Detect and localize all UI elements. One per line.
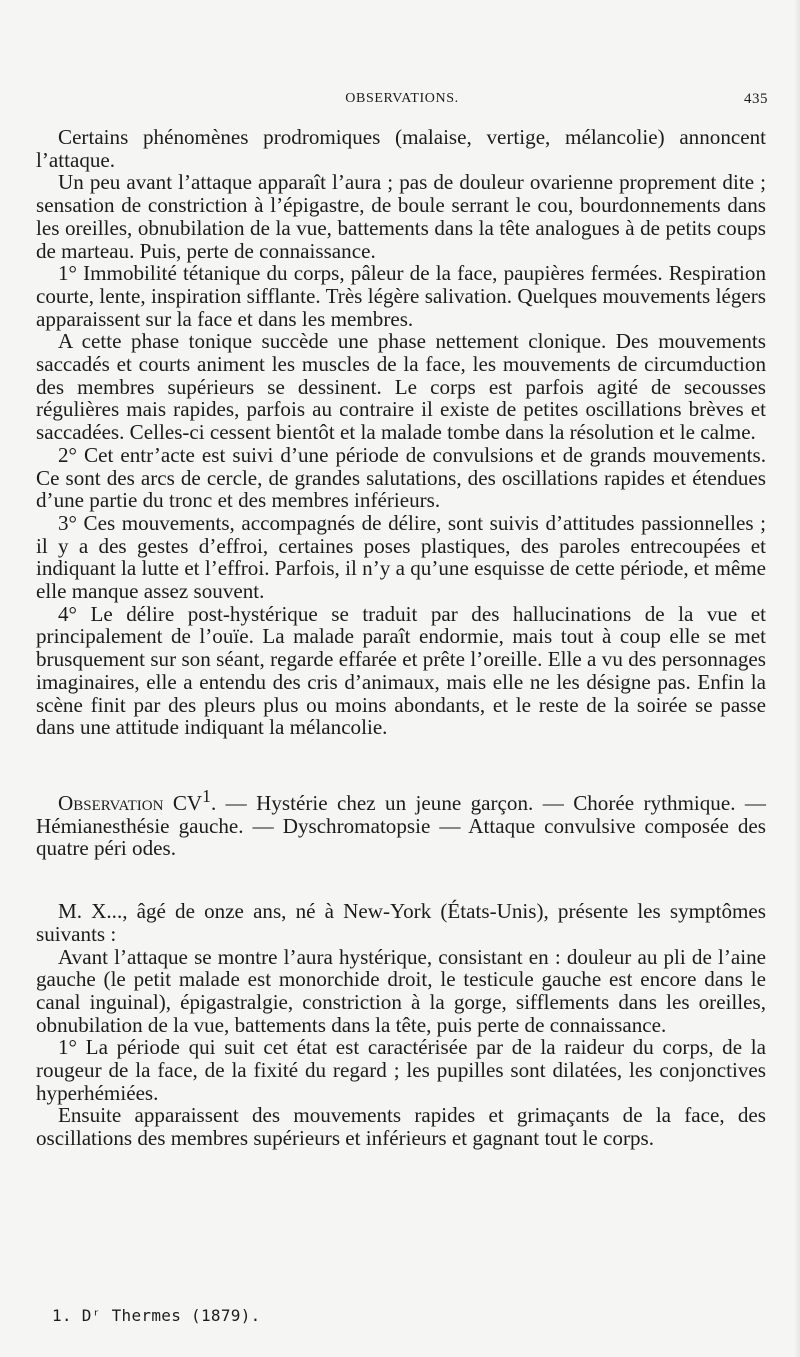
paragraph-phase-2: 2° Cet entr’acte est suivi d’une période de convulsions et de grands mouvements. Ce sont des arcs de cercle, de grandes salutations, des oscillations rapides et étendues d’une partie du tronc et des membres inférieurs. bbox=[36, 442, 766, 513]
paragraph-aura: Un peu avant l’attaque apparaît l’aura ; pas de douleur ovarienne proprement dite ; sensation de constriction à l’épigastre, de boule serrant le cou, bourdonnements dans les oreilles, obnubilation de la vue, battements dans la tête analogues à de petits coups de marteau. Puis, perte de connaissance. bbox=[36, 170, 766, 263]
section-gap-2 bbox=[36, 860, 766, 900]
body-text bbox=[36, 126, 766, 1150]
paragraph-prodromes: Certains phénomènes prodromiques (malaise, vertige, mélancolie) annoncent l’attaque. bbox=[36, 125, 766, 172]
paragraph-phase-3: 3° Ces mouvements, accompagnés de délire, sont suivis d’attitudes passionnelles ; il y a des gestes d’effroi, certaines poses plastiques, des paroles entrecoupées et indiquant la lutte et l’effroi. Parfois, il n’y a qu’une esquisse de cette période, et même elle manque assez souvent. bbox=[36, 510, 766, 604]
paragraph-period-1: 1° La période qui suit cet état est caractérisée par de la raideur du corps, de la rougeur de la face, de la fixité du regard ; les pupilles sont dilatées, les conjonctives hyperhémiées. bbox=[36, 1035, 766, 1105]
paragraph-aura-hysterique: Avant l’attaque se montre l’aura hystérique, consistant en : douleur au pli de l’aine gauche (le petit malade est monorchide droit, le testicule gauche est encore dans le canal inguinal), épigastralgie, constriction à la gorge, sifflements dans les oreilles, obnubilation de la vue, battements dans la tête, puis perte de connaissance. bbox=[36, 944, 766, 1037]
observation-label: Observation bbox=[58, 791, 164, 816]
paragraph-patient: M. X..., âgé de onze ans, né à New-York (États-Unis), présente les symptômes suivants : bbox=[36, 899, 766, 946]
observation-title: . — Hystérie chez un jeune garçon. — Chorée rythmique. — Hémianesthésie gauche. — Dyschromatopsie — Attaque convulsive composée des quatre péri odes. bbox=[36, 791, 766, 861]
section-gap bbox=[36, 739, 766, 785]
footnote: 1. Dʳ Thermes (1879). bbox=[52, 1306, 261, 1325]
paragraph-phase-4: 4° Le délire post-hystérique se traduit par des hallucinations de la vue et principalement de l’ouïe. La malade paraît endormie, mais tout à coup elle se met brusquement sur son séant, regarde effarée et prête l’oreille. Elle a vu des personnages imaginaires, elle a entendu des cris d’animaux, mais elle ne les désigne pas. Enfin la scène finit par des pleurs plus ou moins abondants, et le reste de la soirée se passe dans une attitude indiquant la mélancolie. bbox=[36, 601, 766, 740]
running-title: OBSERVATIONS. bbox=[345, 91, 459, 106]
running-header bbox=[36, 91, 768, 113]
observation-number: CV bbox=[172, 791, 203, 816]
page-number: 435 bbox=[744, 91, 768, 107]
paragraph-phase-1: 1° Immobilité tétanique du corps, pâleur de la face, paupières fermées. Respiration courte, lente, inspiration sifflante. Très légère salivation. Quelques mouvements légers apparaissent sur la face et dans les membres. bbox=[36, 261, 766, 331]
paragraph-movements: Ensuite apparaissent des mouvements rapides et grimaçants de la face, des oscillations des membres supérieurs et inférieurs et gagnant tout le corps. bbox=[36, 1103, 766, 1151]
observation-heading bbox=[36, 785, 766, 860]
page-edge-shadow bbox=[794, 0, 800, 1357]
paragraph-clonic-phase: A cette phase tonique succède une phase nettement clonique. Des mouvements saccadés et courts animent les muscles de la face, les mouvements de circumduction des membres supérieurs se dessinent. Le corps est parfois agité de secousses régulières mais rapides, parfois au contraire il existe de petites oscillations brèves et saccadées. Celles-ci cessent bientôt et la malade tombe dans la résolution et le calme. bbox=[36, 329, 766, 445]
footnote-mark: 1 bbox=[202, 785, 211, 806]
